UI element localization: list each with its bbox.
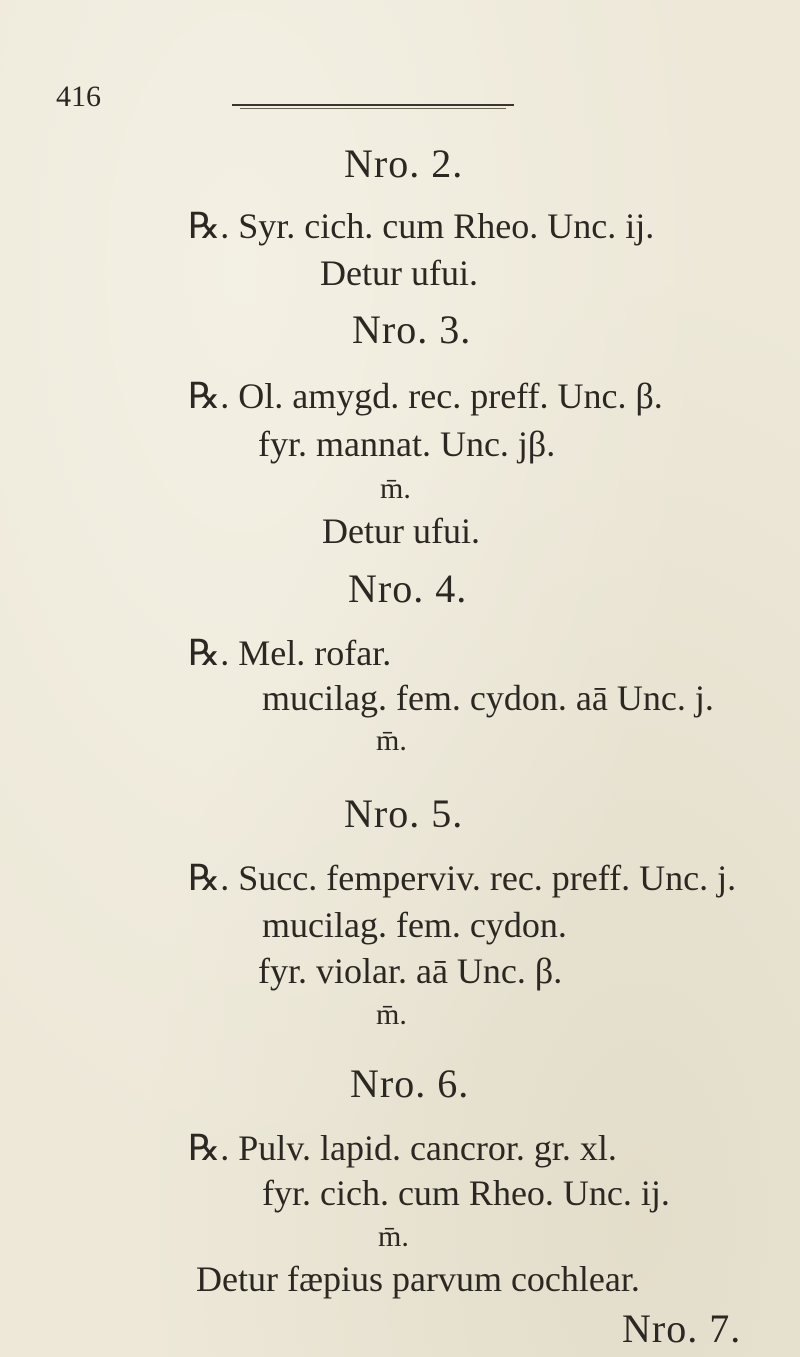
section-heading: Nro. 2. [344, 141, 464, 186]
recipe-line: ℞. Ol. amygd. rec. preff. Unc. β. [188, 376, 663, 416]
recipe-line: mucilag. fem. cydon. [262, 905, 567, 945]
recipe-line: m̄. [376, 724, 407, 757]
section-heading: Nro. 5. [344, 791, 464, 836]
recipe-line: Detur ufui. [320, 253, 478, 293]
recipe-line: mucilag. fem. cydon. aā Unc. j. [262, 678, 714, 718]
catchword: Nro. 7. [622, 1306, 742, 1351]
recipe-line: fyr. mannat. Unc. jβ. [258, 424, 556, 464]
page-number: 416 [56, 80, 101, 113]
section-heading: Nro. 4. [348, 566, 468, 611]
recipe-line: fyr. violar. aā Unc. β. [258, 951, 563, 991]
recipe-line: ℞. Succ. femperviv. rec. preff. Unc. j. [188, 858, 737, 898]
recipe-line: ℞. Syr. cich. cum Rheo. Unc. ij. [188, 206, 655, 246]
recipe-line: Detur ufui. [322, 511, 480, 551]
recipe-line: Detur fæpius parvum cochlear. [196, 1259, 640, 1299]
recipe-line: ℞. Pulv. lapid. cancror. gr. xl. [188, 1128, 617, 1168]
recipe-line: m̄. [376, 998, 407, 1031]
recipe-line: m̄. [380, 472, 411, 505]
section-heading: Nro. 3. [352, 307, 472, 352]
header-rule [232, 104, 514, 106]
recipe-line: m̄. [378, 1220, 409, 1253]
recipe-line: fyr. cich. cum Rheo. Unc. ij. [262, 1173, 670, 1213]
recipe-line: ℞. Mel. rofar. [188, 633, 392, 673]
section-heading: Nro. 6. [350, 1061, 470, 1106]
